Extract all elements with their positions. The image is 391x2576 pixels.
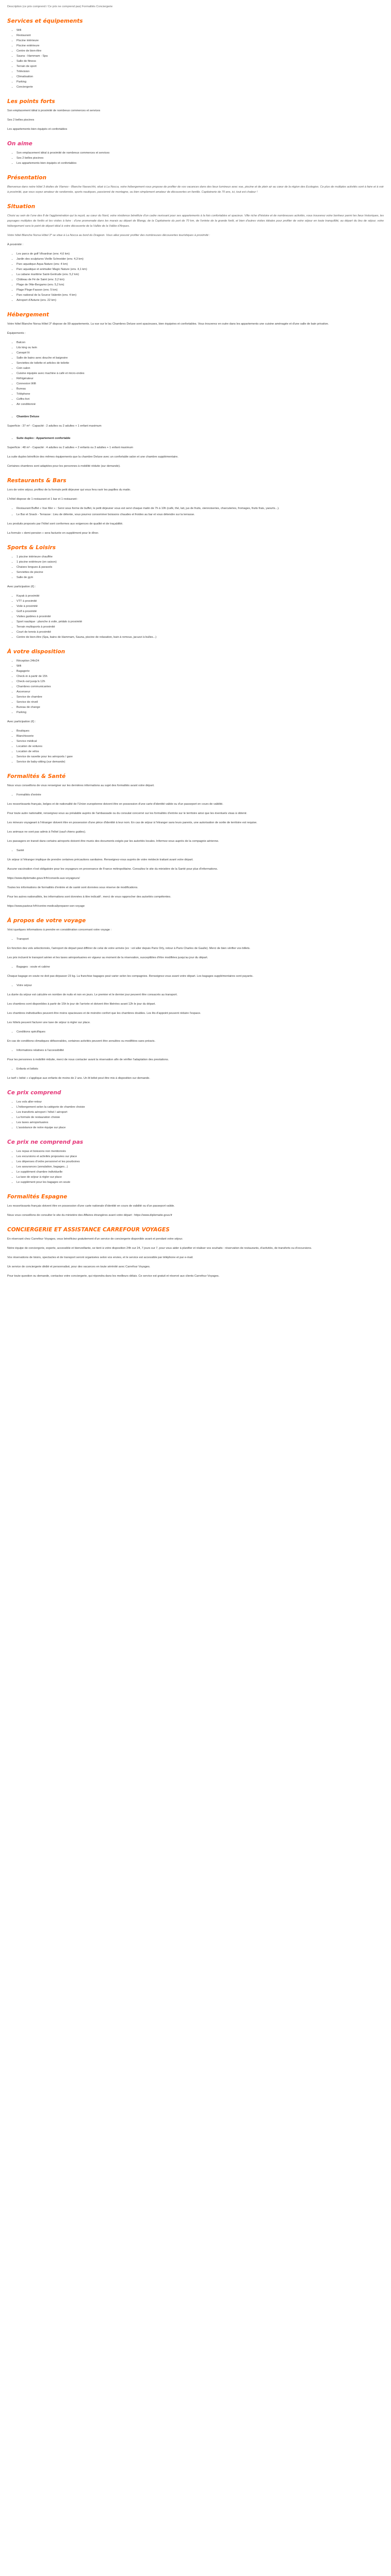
services-title: Services et équipements [7,18,83,24]
list-item: • Votre séjour [17,983,384,988]
formalites-link[interactable]: https://www.diplomatie.gouv.fr/fr/conseils-aux-voyageurs/ [7,877,80,880]
list-item: • Les taxes aéroportuaires [17,1120,384,1125]
list-item: • Restaurant [17,33,384,38]
prix-list [7,1099,384,1130]
conciergerie-text: En réservant chez Carrefour Voyages, vous bénéficiez gratuitement d'un service de conciergerie disponible avant et pendant votre séjour. [7,1238,183,1241]
list-item: • Téléphone [17,392,384,397]
points-text: Les appartements bien équipés et confortables [7,128,68,131]
list-item: • 1 piscine intérieure chauffée [17,554,384,560]
situation-title: Situation [7,204,36,210]
formalites-text: Les ressortissants français, belges et de nationalité de l'Union européenne doivent être en possession d'une carte d'identité valide ou d'un passeport en cours de validité. [7,803,223,806]
formalites-text: Pour les autres nationalités, les informations sont données à titre indicatif ; merci de vous rapprocher des autorités compétentes. [7,895,171,899]
list-item: • Lits king ou twin [17,345,384,350]
situation-text: Choisi au sein de l'une des 8 de l'agglomération qui la reçoit, au cœur du Nord, votre résidence bénéficie d'un cadre ravissant pour ses appartements à la fois confortables et spacieux. Ville riche d'histoire et de nombreuses activités, vous trouverez votre bonheur parmi les lieux historiques, les paysages multiples de forêts et les visites à faire : d'une promenade dans les marais au départ de Blangy, de la Capitainerie du port de 70 km, de l'entrée de la grande forêt, et bien d'autres visites idéales pour profiter de votre séjour en toute tranquillité, au départ du lieu de séjour, votre hébergement sera le point de départ idéal à votre découverte de la Vallée de la Vallée d'Arques. [7,214,384,228]
list-item: • Service médical [17,739,384,744]
list-item: • La cabane maritime Saint-Gertrude (env. 5,2 km) [17,272,384,277]
apropos-text: Les prix incluent le transport aérien et les taxes aéroportuaires en vigueur au moment de la réservation, susceptibles d'être modifiées jusqu'au jour du départ. [7,956,208,959]
sports-title: Sports & Loisirs [7,545,56,551]
formalites-text: Les passagers en transit dans certains aéroports doivent être munis des documents exigés par les autorités locales. Informez-vous auprès de la compagnie aérienne. [7,840,219,843]
restaurants-text: La formule « demi-pension » sera facturée en supplément pour le dîner. [7,532,99,535]
disposition-list [7,658,384,715]
services-list [7,28,384,90]
disposition-pay-list [7,728,384,765]
list-item: • Enfants et bébés [17,1066,384,1072]
list-item: • La formule de restauration choisie [17,1115,384,1120]
list-item: • Golf à proximité [17,609,384,614]
list-item: • Boutiques [17,728,384,734]
equipements-list [7,340,384,407]
list-item: • Parc aquatique Aqua Nature (env. 4 km) [17,262,384,267]
suite-label: • Suite duplex : Appartement confortable [17,436,384,441]
formalites-text: Pour toute autre nationalité, renseignez-vous au préalable auprès de l'ambassade ou du consulat concerné sur les formalités d'entrée sur le territoire ainsi que les éventuels visas à obtenir. [7,812,248,815]
presentation-text: Bienvenue dans notre hôtel 3 étoiles de Vlamov - Blanche Navarchhi, situé à La Nocca, votre hébergement vous propose de profiter de vos vacances dans des lieux lumineux avec vue, piscine et de plein air au cœur de la région des Ecologies. Ce plus de multiples activités sont à faire et à voir à proximité, que vous soyez amateur de randonnée, sports nautiques, passionné de montagne, ou bien simplement amateur de découvertes en famille. Capitainerie de 70 ans, ici, tout est chaleur ! [7,185,384,194]
list-item: • Blanchisserie [17,734,384,739]
list-item: • Climatisation [17,74,384,79]
hebergement-title: Hébergement [7,312,49,318]
conciergerie-title: CONCIERGERIE ET ASSISTANCE CARREFOUR VOYAGES [7,1227,170,1233]
list-item: • Bagages : soute et cabine [17,964,384,970]
prix-title: Ce prix comprend [7,1090,61,1096]
list-item: • Wifi [17,664,384,669]
apropos-text: Les hôtels peuvent facturer une taxe de séjour à régler sur place. [7,1021,91,1024]
list-item: • Cuisine équipée avec machine à café et micro-ondes [17,371,384,376]
room-type [7,436,384,441]
equipements-label: Équipements : [7,332,26,335]
list-item: • 1 piscine extérieure (en saison) [17,560,384,565]
nonprix-title: Ce prix ne comprend pas [7,1139,84,1145]
formalites-sublist [7,792,384,798]
apropos-sublist [7,1066,384,1072]
hebergement-text: Votre hôtel Blanche Norsa Hôtel 3* dispose de 99 appartements. La vue sur le lac Chambres Deluxe sont spacieuses, bien équipées et confortables. Vous trouverez en outre dans les appartements une cuisine aménagée et d'une salle de bain privative. [7,323,329,326]
room-type [7,414,384,419]
suite-text: La suite duplex bénéficie des mêmes équipements que la chambre Deluxe avec un confortable salon et une chambre supplémentaire. [7,455,178,459]
sports-pay-list [7,594,384,640]
apropos-text: Voici quelques informations à prendre en considération concernant votre voyage : [7,928,112,931]
list-item: • Bureau de change [17,705,384,710]
suite-note: Certaines chambres sont adaptées pour les personnes à mobilité réduite (sur demande). [7,465,121,468]
list-item: • Bagagerie [17,669,384,674]
list-item: • Les assurances (annulation, bagages...) [17,1164,384,1170]
list-item: • Service de réveil [17,700,384,705]
list-item: • Le supplément chambre individuelle [17,1170,384,1175]
list-item: • Salle de fitness [17,59,384,64]
formalites-espagne-text: Nous vous conseillons de consulter le site du ministère des Affaires étrangères avant votre départ : https://www.diplomatie.gouv.fr [7,1214,173,1217]
list-item: • Sauna - Hammam - Spa [17,54,384,59]
list-item: • Restaurant Buffet « Vue Mer » : Servi sous forme de buffet, le petit déjeuner vous est servi chaque matin de 7h à 10h (café, thé, lait, jus de fruits, viennoiseries, charcuteries, fromages, fruits frais, yaourts...). [17,506,384,511]
apropos-text: En fonction des vols sélectionnés, l'aéroport de départ peut différer de celui de votre arrivée (ex : vol aller depuis Paris Orly, retour à Paris Charles de Gaulle). Merci de bien vérifier vos billets. [7,947,251,950]
list-item: • Parc aquatique et animalier Magic Nature (env. 4,1 km) [17,267,384,272]
conciergerie-text: Un service de conciergerie dédié et personnalisé, pour des vacances en toute sérénité avec Carrefour Voyages. [7,1265,151,1268]
list-item: • L'assistance de notre équipe sur place [17,1125,384,1130]
suite-desc: Superficie : 48 m² - Capacité : 4 adultes ou 2 adultes + 2 enfants ou 3 adultes + 1 enfant maximum [7,446,134,449]
sports-list [7,554,384,580]
list-item: • Check-out jusqu'à 12h [17,679,384,684]
list-item: • Parking [17,710,384,715]
list-item: • Le supplément pour les bagages en soute [17,1180,384,1185]
list-item: • Chambres communicantes [17,684,384,689]
formalites-sublist [7,848,384,853]
list-item: • Bureau [17,386,384,392]
list-item: • Location de vélos [17,749,384,754]
formalites-espagne-title: Formalités Espagne [7,1194,68,1200]
list-item: • Check-in à partir de 15h [17,674,384,679]
list-item: • Service de navette pour les aéroports / gare [17,754,384,759]
list-item: • Ses 2 belles piscines [17,156,384,161]
list-item: • Transport [17,937,384,942]
formalites-espagne-text: Les ressortissants français doivent être en possession d'une carte nationale d'identité en cours de validité ou d'un passeport valide. [7,1205,175,1208]
sports-pay-label: Avec participation (€) : [7,585,36,588]
list-item: • Parking [17,79,384,84]
list-item: • Réception 24h/24 [17,658,384,664]
list-item: • Formalités d'entrée [17,792,384,798]
list-item: • Aéroport d'Asturie (env. 22 km) [17,298,384,303]
list-item: • Parc national de la Source Valentin (env. 4 km) [17,293,384,298]
nonprix-list [7,1149,384,1185]
apropos-text: Les chambres individuelles peuvent être moins spacieuses et de moindre confort que les chambres doubles. Les lits d'appoint peuvent réduire l'espace. [7,1012,201,1015]
apropos-sublist [7,983,384,988]
list-item: • Les appartements bien équipés et confortables [17,161,384,166]
list-item: • Location de voitures [17,744,384,749]
list-item: • Connexion Wifi [17,381,384,386]
list-item: • Salle de gym [17,575,384,580]
formalites-link[interactable]: https://www.pasteur.fr/fr/centre-medical/preparer-son-voyage [7,905,85,908]
apropos-sublist [7,964,384,970]
restaurants-text: Lors de votre séjour, profitez de la formule petit déjeuner qui vous fera ravir les papilles du matin. [7,488,131,492]
list-item: • Le Bar et Snack - Terrasse : Lieu de détente, vous pourrez consommer boissons chaudes et froides au bar et vous détendre sur la terrasse. [17,512,384,517]
points-text: Son emplacement idéal à proximité de nombreux commerces et services [7,109,101,112]
list-item: • Coffre-fort [17,397,384,402]
list-item: • La taxe de séjour à régler sur place [17,1175,384,1180]
formalites-text: Un séjour à l'étranger implique de prendre certaines précautions sanitaires. Renseignez-vous auprès de votre médecin traitant avant votre départ. [7,858,193,861]
list-item: • Wifi [17,28,384,33]
list-item: • Centre de bien-être (Spa, bains de Hammam, Sauna, piscine de relaxation, bain à remous, jacuzzi à bulles...) [17,635,384,640]
list-item: • Service de chambre [17,694,384,700]
apropos-text: Chaque bagage en soute ne doit pas dépasser 23 kg. La franchise bagages peut varier selon les compagnies. Renseignez-vous avant votre départ. Les bagages supplémentaires sont payants. [7,975,254,978]
formalites-title: Formalités & Santé [7,773,66,779]
list-item: • Les repas et boissons non mentionnés [17,1149,384,1154]
chambre-desc: Superficie : 37 m² - Capacité : 2 adultes ou 2 adultes + 1 enfant maximum [7,425,102,428]
list-item: • Terrain multisports à proximité [17,624,384,630]
formalites-text: Les mineurs voyageant à l'étranger doivent être en possession d'une pièce d'identité à leur nom. En cas de séjour à l'étranger sans leurs parents, une autorisation de sortie de territoire est requise. [7,821,257,824]
list-item: • Ascenseur [17,689,384,694]
proximity-list [7,251,384,303]
formalites-text: Toutes les informations de formalités d'entrée et de santé sont données sous réserve de modifications. [7,886,138,889]
list-item: • Jardin des sculptures Vieille Schneider (env. 4,3 km) [17,257,384,262]
apropos-sublist [7,1029,384,1035]
list-item: • Les dépenses d'ordre personnel et les pourboires [17,1159,384,1164]
disposition-title: À votre disposition [7,649,66,655]
conciergerie-text: Notre équipe de conciergerie, experte, accessible et bienveillante, se tient à votre disposition 24h sur 24, 7 jours sur 7, pour vous aider à planifier et réaliser vos souhaits : réservation de restaurants, d'activités, de transferts ou d'excursions. [7,1247,312,1250]
list-item: • Santé [17,848,384,853]
apropos-text: Le tarif « bébé » s'applique aux enfants de moins de 2 ans. Un lit bébé peut être mis à disposition sur demande. [7,1077,150,1080]
list-item: • Conditions spécifiques [17,1029,384,1035]
list-item: • Piscine intérieure [17,38,384,43]
disposition-pay-label: Avec participation (€) : [7,720,36,723]
list-item: • Centre de bien-être [17,48,384,54]
list-item: • Les vols aller-retour [17,1099,384,1105]
aime-title: On aime [7,141,32,147]
conciergerie-text: Pour toute question ou demande, contactez votre conciergerie, qui répondra dans les meilleurs délais. Ce service est gratuit et réservé aux clients Carrefour Voyages. [7,1275,220,1278]
formalites-text: Aucune vaccination n'est obligatoire pour les voyageurs en provenance de France métropolitaine. Consultez le site du ministère de la Santé pour plus d'informations. [7,868,218,871]
apropos-text: Pour les personnes à mobilité réduite, merci de nous contacter avant la réservation afin de vérifier l'adaptation des prestations. [7,1058,169,1061]
list-item: • Balcon [17,340,384,345]
list-item: • Terrain de sport [17,64,384,69]
list-item: • Son emplacement idéal à proximité de nombreux commerces et services [17,150,384,156]
restaurants-text: L'hôtel dispose de 1 restaurant et 1 bar et 1 restaurant : [7,498,78,501]
list-item: • Plage de l'Ale-Bergamo (env. 5,2 km) [17,282,384,287]
list-item: • Conciergerie [17,84,384,90]
list-item: • Visites guidées à proximité [17,614,384,619]
list-item: • Télévision [17,69,384,74]
list-item: • Château de Fé de Saint (env. 3,2 km) [17,277,384,282]
list-item: • Voile à proximité [17,604,384,609]
list-item: • Kayak à proximité [17,594,384,599]
proximity-label: À proximité : [7,243,24,246]
formalites-text: Nous vous conseillons de vous renseigner sur les dernières informations au sujet des formalités avant votre départ. [7,784,155,787]
aime-list [7,150,384,166]
apropos-title: À propos de votre voyage [7,918,86,924]
chambre-label: • Chambre Deluxe [17,414,384,419]
restaurants-list [7,506,384,517]
list-item: • VTT à proximité [17,599,384,604]
situation-text: Votre hôtel Blanche Norsa Hôtel 3* se situe à La Nocca au bord du Drageon. Vous allez pouvoir profiter des nombreuses découvertes touristiques à proximité : [7,234,210,237]
list-item: • Les transferts aéroport / hôtel / aéroport [17,1110,384,1115]
restaurants-text: Les produits proposés par l'hôtel sont conformes aux exigences de qualité et de traçabilité. [7,522,123,526]
list-item: • Piscine extérieure [17,43,384,48]
points-text: Ses 2 belles piscines [7,118,35,122]
apropos-sublist [7,937,384,942]
apropos-text: Les chambres sont disponibles à partir de 15h le jour de l'arrivée et doivent être libérées avant 12h le jour du départ. [7,1003,156,1006]
list-item: • Service de baby-sitting (sur demande) [17,759,384,765]
intro-line: Description (ce prix comprend / Ce prix ne comprend pas) Formalités Conciergerie [7,5,113,8]
list-item: • Chaises longues & parasols [17,565,384,570]
list-item: • Air conditionné [17,402,384,407]
apropos-sublist [7,1048,384,1053]
list-item: • Réfrigérateur [17,376,384,381]
restaurants-title: Restaurants & Bars [7,478,67,484]
list-item: • Sport nautique : planche à voile, pédalo à proximité [17,619,384,624]
list-item: • Les excursions et activités proposées sur place [17,1154,384,1159]
list-item: • Serviettes de toilette et articles de toilette [17,361,384,366]
list-item: • L'hébergement selon la catégorie de chambre choisie [17,1105,384,1110]
presentation-title: Présentation [7,175,46,181]
list-item: • Salle de bains avec douche et baignoire [17,355,384,361]
list-item: • Canapé lit [17,350,384,355]
list-item: • Serviettes de piscine [17,570,384,575]
list-item: • Les parcs de golf Vilvardran (env. 4,6 km) [17,251,384,257]
list-item: • Plage Ploge-Fasson (env. 5 km) [17,287,384,293]
apropos-text: En cas de conditions climatiques défavorables, certaines activités peuvent être annulées ou modifiées sans préavis. [7,1040,155,1043]
list-item: • Informations relatives à l'accessibilité [17,1048,384,1053]
apropos-text: La durée du séjour est calculée en nombre de nuits et non en jours. Le premier et le dernier jour peuvent être consacrés au transport. [7,993,178,996]
formalites-text: Les animaux ne sont pas admis à l'hôtel (sauf chiens guides). [7,831,86,834]
list-item: • Court de tennis à proximité [17,630,384,635]
points-title: Les points forts [7,98,55,105]
list-item: • Coin salon [17,366,384,371]
conciergerie-text: Vos réservations de loisirs, spectacles et de transport seront organisées selon vos envies, et le service est accessible par téléphone et par e-mail. [7,1256,193,1259]
